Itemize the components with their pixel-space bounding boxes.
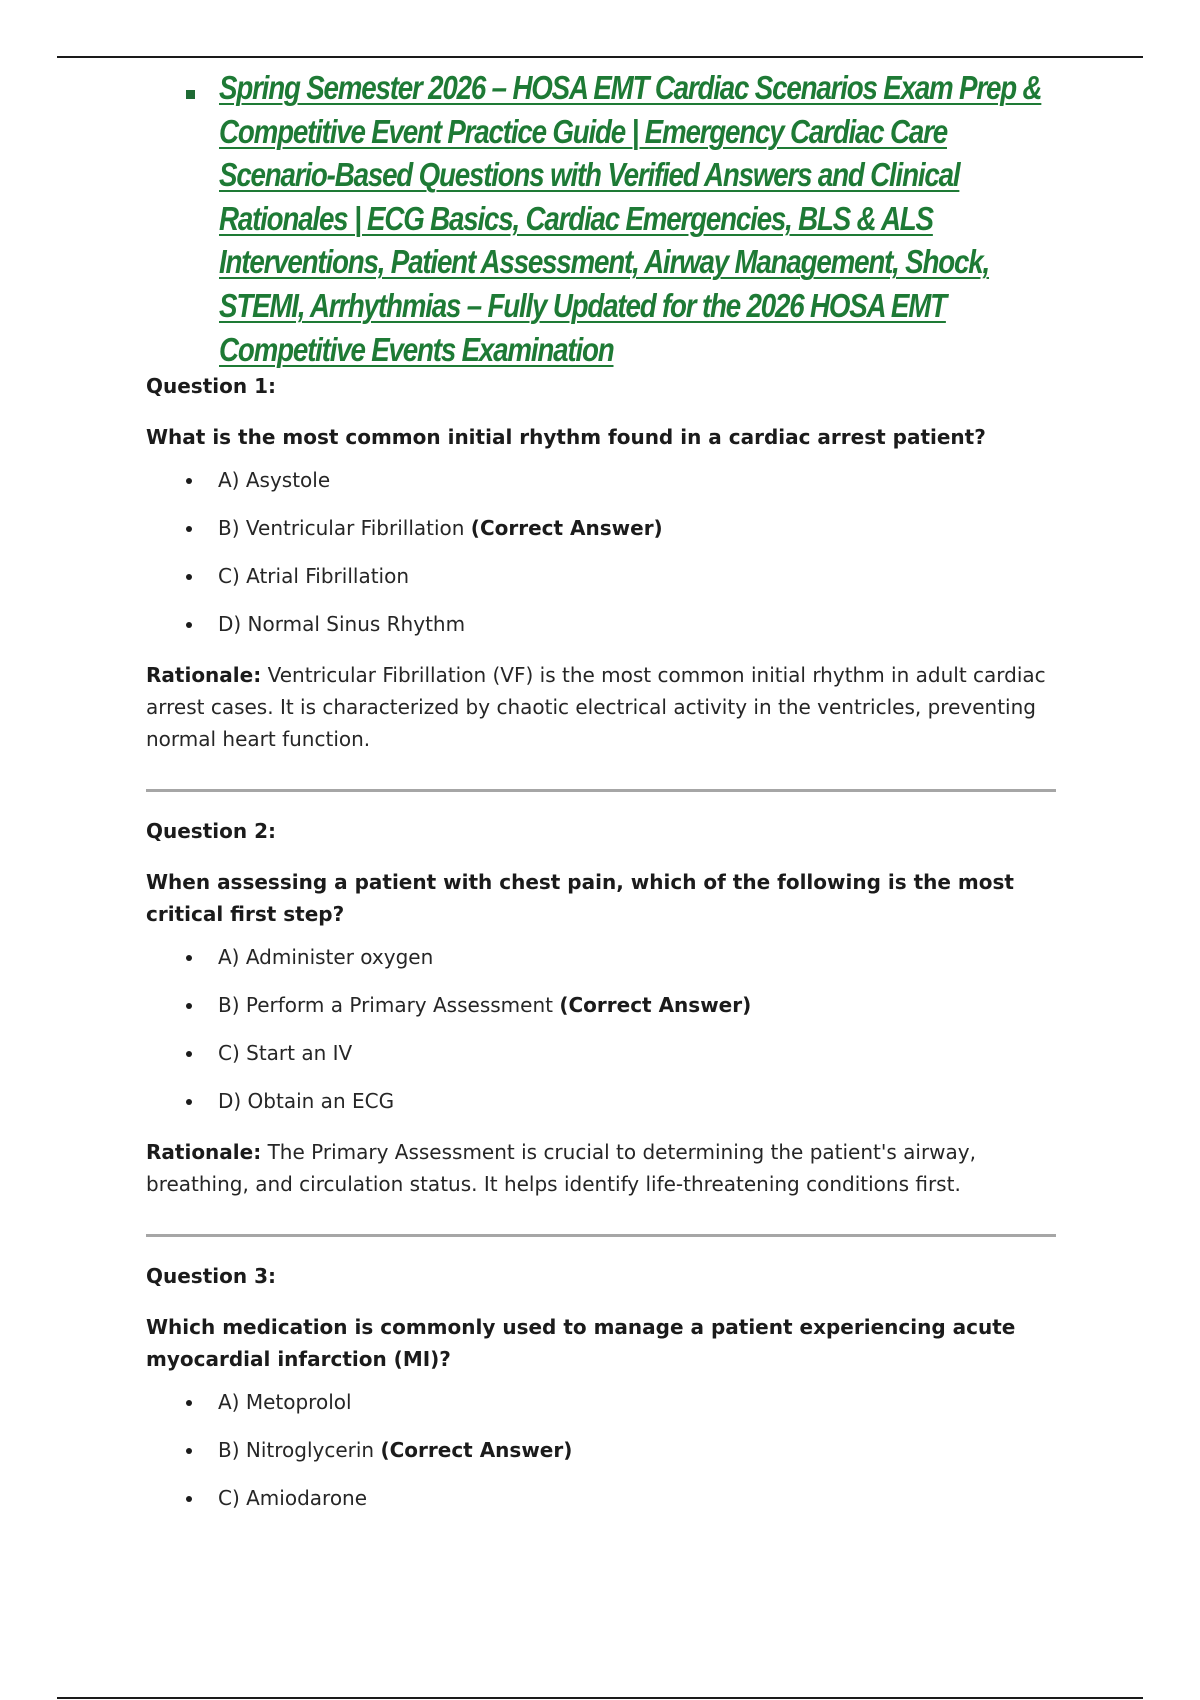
answer-option-correct — [146, 515, 1056, 541]
option-text: C) Atrial Fibrillation — [218, 564, 410, 589]
correct-answer-marker: (Correct Answer) — [559, 993, 752, 1018]
rationale-label: Rationale: — [146, 1140, 262, 1165]
answer-options — [146, 1389, 1056, 1511]
correct-answer-marker: (Correct Answer) — [380, 1438, 573, 1463]
title-link[interactable] — [219, 66, 1126, 371]
title-line: Scenario-Based Questions with Verified Answers and Clinical — [219, 156, 960, 194]
section-divider — [146, 1234, 1056, 1237]
option-text: B) Nitroglycerin — [218, 1438, 375, 1463]
option-text: C) Start an IV — [218, 1041, 353, 1066]
rationale — [146, 659, 1056, 755]
rationale-text: The Primary Assessment is crucial to determining the patient's airway, breathing, and circulation status. It helps identify life-threatening conditions first. — [146, 1140, 976, 1197]
option-text: D) Obtain an ECG — [218, 1089, 395, 1114]
answer-option — [146, 563, 1056, 589]
answer-option — [146, 1389, 1056, 1415]
option-text: B) Perform a Primary Assessment — [218, 993, 553, 1018]
answer-option — [146, 1485, 1056, 1511]
title-line: Competitive Event Practice Guide | Emergency Cardiac Care — [219, 112, 947, 150]
option-text: C) Amiodarone — [218, 1486, 368, 1511]
answer-option-correct — [146, 1437, 1056, 1463]
document-content — [146, 66, 1056, 1533]
section-divider — [146, 789, 1056, 792]
title-line: Rationales | ECG Basics, Cardiac Emergencies, BLS & ALS — [219, 199, 933, 237]
option-text: D) Normal Sinus Rhythm — [218, 612, 466, 637]
title-line: Competitive Events Examination — [219, 330, 614, 368]
answer-option — [146, 467, 1056, 493]
answer-option-correct — [146, 992, 1056, 1018]
option-text: B) Ventricular Fibrillation — [218, 516, 465, 541]
rationale-text: Ventricular Fibrillation (VF) is the most common initial rhythm in adult cardiac arrest cases. It is characterized by chaotic electrical activity in the ventricles, preventing normal heart function. — [146, 663, 1046, 752]
question-label: Question 3: — [146, 1264, 276, 1289]
question-3 — [146, 1263, 1056, 1511]
rationale — [146, 1136, 1056, 1200]
title-line: Interventions, Patient Assessment, Airway Management, Shock, — [219, 243, 990, 281]
option-text: A) Asystole — [218, 468, 331, 493]
question-text: Which medication is commonly used to manage a patient experiencing acute myocardial infarction (MI)? — [146, 1315, 1016, 1372]
answer-options — [146, 467, 1056, 637]
answer-option — [146, 944, 1056, 970]
answer-option — [146, 611, 1056, 637]
question-text: What is the most common initial rhythm found in a cardiac arrest patient? — [146, 425, 986, 450]
title-line: Spring Semester 2026 – HOSA EMT Cardiac Scenarios Exam Prep & — [219, 69, 1042, 106]
answer-option — [146, 1088, 1056, 1114]
question-1 — [146, 373, 1056, 755]
option-text: A) Metoprolol — [218, 1390, 352, 1415]
option-text: A) Administer oxygen — [218, 945, 434, 970]
question-text: When assessing a patient with chest pain, which of the following is the most critical first step? — [146, 870, 1014, 927]
answer-options — [146, 944, 1056, 1114]
rationale-label: Rationale: — [146, 663, 262, 688]
correct-answer-marker: (Correct Answer) — [470, 516, 663, 541]
title-line: STEMI, Arrhythmias – Fully Updated for the 2026 HOSA EMT — [219, 286, 946, 324]
question-2 — [146, 818, 1056, 1200]
document-title — [146, 66, 1056, 371]
question-label: Question 1: — [146, 374, 276, 399]
title-bullet — [186, 90, 195, 99]
bottom-rule — [57, 1697, 1143, 1699]
answer-option — [146, 1040, 1056, 1066]
top-rule — [57, 56, 1143, 58]
question-label: Question 2: — [146, 819, 276, 844]
